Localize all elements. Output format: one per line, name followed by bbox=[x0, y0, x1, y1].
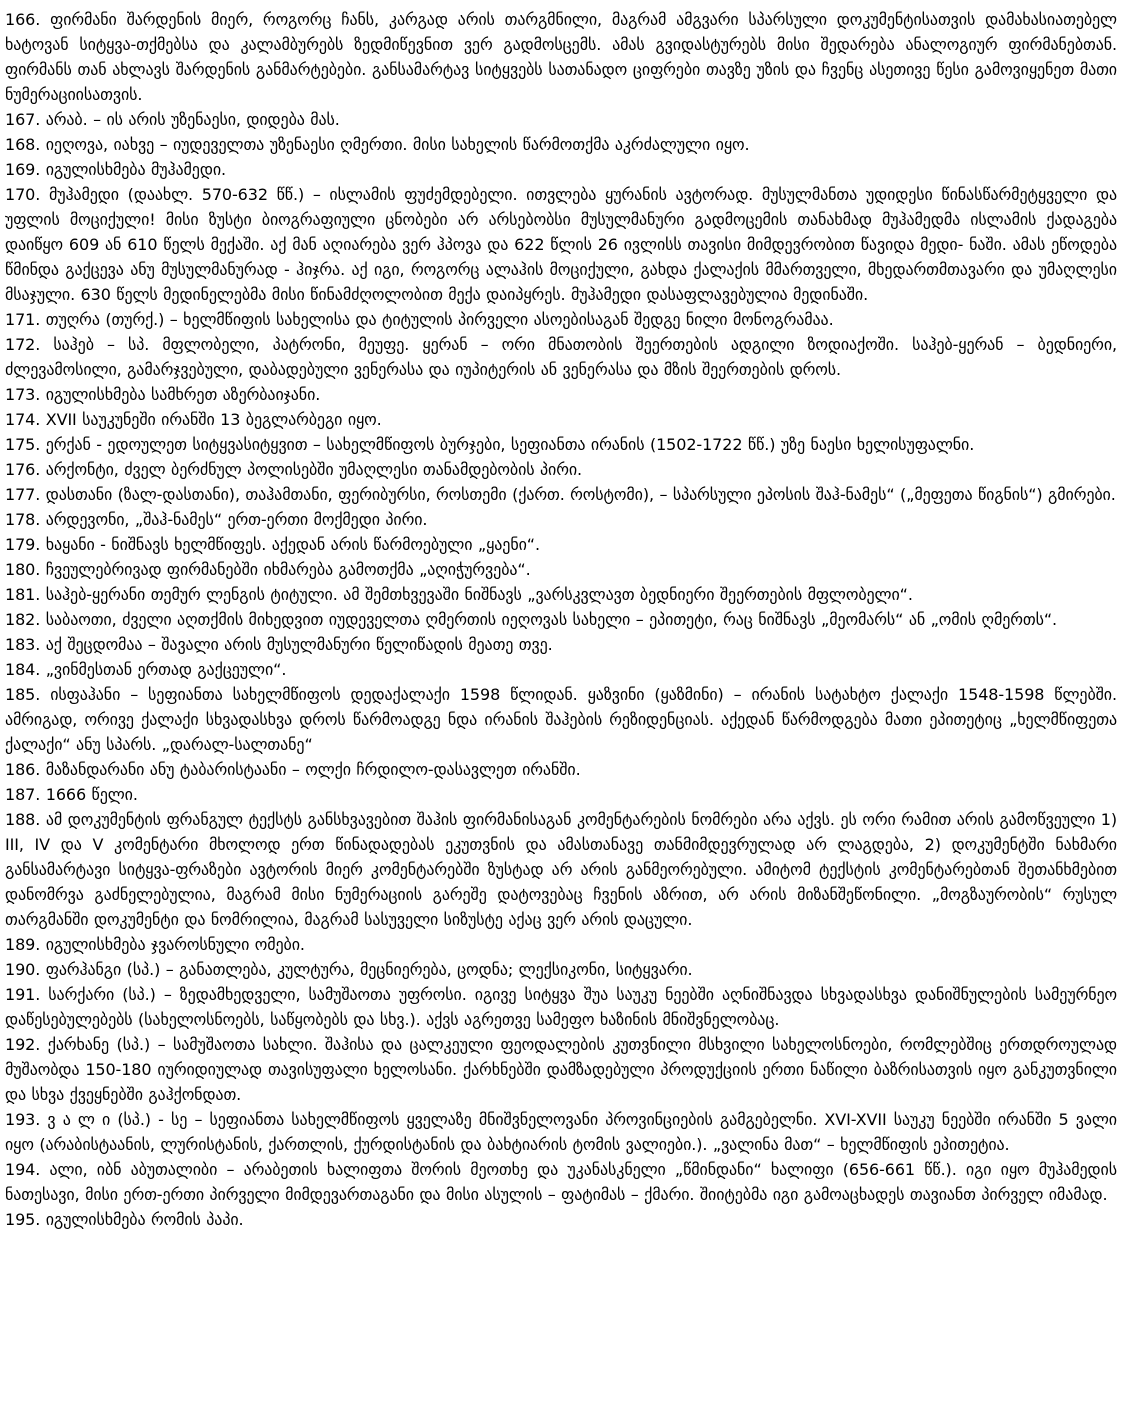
note-number: 176. bbox=[5, 460, 41, 479]
note-text: ისფაჰანი – სეფიანთა სახელმწიფოს დედაქალაქი 1598 წლიდან. ყაზვინი (ყაზმინი) – ირანის სატახტო ქალაქი 1548-1598 წლებში. ამრიგად, ორივე ქალაქი სხვადასხვა დროს წარმოადგე ნდა ირანის შაჰების რეზიდენციას. აქედან წარმოდგება მათი ეპითეტიც „ხელმწიფეთა ქალაქი“ ანუ სპარს. „დარალ-სალთანე“ bbox=[5, 685, 1117, 754]
note-item bbox=[5, 682, 1117, 757]
note-number: 183. bbox=[5, 635, 41, 654]
note-item bbox=[5, 807, 1117, 932]
note-number: 178. bbox=[5, 510, 41, 529]
note-text: იგულისხმება მუჰამედი. bbox=[45, 160, 226, 179]
note-item bbox=[5, 157, 1117, 182]
note-number: 180. bbox=[5, 560, 41, 579]
note-item bbox=[5, 932, 1117, 957]
note-text: დასთანი (ზალ-დასთანი), თაჰამთანი, ფერიბურსი, როსთემი (ქართ. როსტომი), – სპარსული ეპოსის შაჰ-ნამეს“ („მეფეთა წიგნის“) გმირები. bbox=[45, 485, 1116, 504]
note-text: იგულისხმება ჯვაროსნული ომები. bbox=[45, 935, 305, 954]
note-text: ერქან - ედოულეთ სიტყვასიტყვით – სახელმწიფოს ბურჯები, სეფიანთა ირანის (1502-1722 წწ.) უზე ნაესი ხელისუფალნი. bbox=[45, 435, 975, 454]
note-number: 182. bbox=[5, 610, 41, 629]
note-item bbox=[5, 957, 1117, 982]
note-item bbox=[5, 557, 1117, 582]
note-text: არქონტი, ძველ ბერძნულ პოლისებში უმაღლესი თანამდებობის პირი. bbox=[45, 460, 582, 479]
note-item bbox=[5, 457, 1117, 482]
note-item bbox=[5, 107, 1117, 132]
note-item bbox=[5, 432, 1117, 457]
note-text: აქ შეცდომაა – შავალი არის მუსულმანური წელიწადის მეათე თვე. bbox=[45, 635, 553, 654]
note-number: 166. bbox=[5, 10, 41, 29]
note-item bbox=[5, 582, 1117, 607]
note-number: 171. bbox=[5, 310, 41, 329]
note-number: 169. bbox=[5, 160, 41, 179]
note-item bbox=[5, 7, 1117, 107]
note-text: ალი, იბნ აბუთალიბი – არაბეთის ხალიფთა შორის მეოთხე და უკანასკნელი „წმინდანი“ ხალიფი (656-661 წწ.). იგი იყო მუჰამედის ნათესავი, მისი ერთ-ერთი პირველი მიმდევართაგანი და მისი ასულის – ფატიმას – ქმარი. შიიტებმა იგი გამოაცხადეს თავიანთ პირველ იმამად. bbox=[5, 1160, 1117, 1204]
note-item bbox=[5, 307, 1117, 332]
note-number: 174. bbox=[5, 410, 41, 429]
note-number: 177. bbox=[5, 485, 41, 504]
note-number: 184. bbox=[5, 660, 41, 679]
note-text: არაბ. – ის არის უზენაესი, დიდება მას. bbox=[45, 110, 340, 129]
note-number: 190. bbox=[5, 960, 41, 979]
note-number: 175. bbox=[5, 435, 41, 454]
note-number: 188. bbox=[5, 810, 41, 829]
note-text: იეღოვა, იახვე – იუდეველთა უზენაესი ღმერთი. მისი სახელის წარმოთქმა აკრძალული იყო. bbox=[45, 135, 750, 154]
note-text: იგულისხმება რომის პაპი. bbox=[45, 1210, 244, 1229]
note-text: ხაყანი - ნიშნავს ხელმწიფეს. აქედან არის წარმოებული „ყაენი“. bbox=[45, 535, 540, 554]
note-number: 185. bbox=[5, 685, 41, 704]
note-text: ვ ა ლ ი (სპ.) - სე – სეფიანთა სახელმწიფოს ყველაზე მნიშვნელოვანი პროვინციების გამგებელნი. XVI-XVII საუკუ ნეებში ირანში 5 ვალი იყო (არაბისტაანის, ლურისტანის, ქართლის, ქურდისტანის და ბახტიარის ტომის ვალიები.). „ვალინა მათ“ – ხელმწიფის ეპითეტია. bbox=[5, 1110, 1117, 1154]
note-item bbox=[5, 332, 1117, 382]
note-text: მაზანდარანი ანუ ტაბარისტაანი – ოლქი ჩრდილო-დასავლეთ ირანში. bbox=[45, 760, 581, 779]
note-number: 192. bbox=[5, 1035, 41, 1054]
note-text: ჩვეულებრივად ფირმანებში იხმარება გამოთქმა „აღიჭურვება“. bbox=[45, 560, 531, 579]
note-item bbox=[5, 1107, 1117, 1157]
note-item bbox=[5, 1157, 1117, 1207]
note-number: 179. bbox=[5, 535, 41, 554]
note-text: ფარჰანგი (სპ.) – განათლება, კულტურა, მეცნიერება, ცოდნა; ლექსიკონი, სიტყვარი. bbox=[45, 960, 693, 979]
note-text: იგულისხმება სამხრეთ აზერბაიჯანი. bbox=[45, 385, 321, 404]
note-text: ამ დოკუმენტის ფრანგულ ტექსტს განსხვავებით შაჰის ფირმანისაგან კომენტარების ნომრები არა აქვს. ეს ორი რამით არის გამოწვეული 1) III, IV და V კომენტარი მხოლოდ ერთ წინადადებას ეკუთვნის და ამასთანავე თანმიმდევრულად არ ლაგდება, 2) დოკუმენტში ნახმარი განსამარტავი სიტყვა-ფრაზები ავტორის მიერ კომენტარებში ზუსტად არ არის განმეორებული. ამიტომ ტექსტის კომენტარებთან შეთანხმებით დანომრვა გაძნელებულია, მაგრამ მისი ნუმერაციის გარეშე დატოვებაც ჩვენის აზრით, არ არის მიზანშეწონილი. „მოგზაურობის“ რუსულ თარგმანში დოკუმენტი და ნომრილია, მაგრამ სასუველი სიზუსტე აქაც ვერ არის დაცული. bbox=[5, 810, 1117, 929]
note-item bbox=[5, 982, 1117, 1032]
note-number: 168. bbox=[5, 135, 41, 154]
note-item bbox=[5, 632, 1117, 657]
note-text: საჰებ – სპ. მფლობელი, პატრონი, მეუფე. ყერან – ორი მნათობის შეერთების ადგილი ზოდიაქოში. საჰებ-ყერან – ბედნიერი, ძლევამოსილი, გამარჯვებული, დაბადებული ვენერასა და იუპიტერის ან ვენერასა და მზის შეერთების დროს. bbox=[5, 335, 1117, 379]
note-item bbox=[5, 382, 1117, 407]
note-number: 172. bbox=[5, 335, 41, 354]
note-text: არდევონი, „შაჰ-ნამეს“ ერთ-ერთი მოქმედი პირი. bbox=[45, 510, 428, 529]
note-item bbox=[5, 757, 1117, 782]
note-text: მუჰამედი (დაახლ. 570-632 წწ.) – ისლამის ფუძემდებელი. ითვლება ყურანის ავტორად. მუსულმანთა უდიდესი წინასწარმეტყველი და უფლის მოციქული! მისი ზუსტი ბიოგრაფიული ცნობები არ არსებობსი მუსულმანური გადმოცემის თანახმად მუჰამედმა ისლამის ქადაგება დაიწყო 609 ან 610 წელს მექაში. აქ მან აღიარება ვერ ჰპოვა და 622 წლის 26 ივლისს თავისი მიმდევრობით წავიდა მედი- ნაში. ამას ეწოდება წმინდა გაქცევა ანუ მუსულმანურად - ჰიჯრა. აქ იგი, როგორც ალაჰის მოციქული, გახდა ქალაქის მმართველი, მხედართმთავარი და უმაღლესი მსაჯული. 630 წელს მედინელებმა მისი წინამძღოლობით მექა დაიპყრეს. მუჰამედი დასაფლავებულია მედინაში. bbox=[5, 185, 1117, 304]
note-text: თუღრა (თურქ.) – ხელმწიფის სახელისა და ტიტულის პირველი ასოებისაგან შედგე ნილი მონოგრამაა. bbox=[45, 310, 834, 329]
note-number: 170. bbox=[5, 185, 41, 204]
note-text: XVII საუკუნეში ირანში 13 ბეგლარბეგი იყო. bbox=[45, 410, 382, 429]
note-number: 186. bbox=[5, 760, 41, 779]
note-item bbox=[5, 532, 1117, 557]
note-item bbox=[5, 1032, 1117, 1107]
note-text: „ვინმესთან ერთად გაქცეული“. bbox=[45, 660, 287, 679]
note-text: სარქარი (სპ.) – ზედამხედველი, სამუშაოთა უფროსი. იგივე სიტყვა შუა საუკუ ნეებში აღნიშნავდა სხვადასხვა დანიშნულების სამეურნეო დაწესებულებებს (სახელოსნოებს, საწყობებს და სხვ.). აქვს აგრეთვე სამეფო ხაზინის მნიშვნელობაც. bbox=[5, 985, 1117, 1029]
note-text: ქარხანე (სპ.) – სამუშაოთა სახლი. შაჰისა და ცალკეული ფეოდალების კუთვნილი მსხვილი სახელოსნოები, რომლებშიც ერთდროულად მუშაობდა 150-180 იურიდიულად თავისუფალი ხელოსანი. ქარხნებში დამზადებული პროდუქციის ერთი ნაწილი ბაზრისათვის იყო განკუთვნილი და სხვა ქვეყნებში გაჰქონდათ. bbox=[5, 1035, 1117, 1104]
note-item bbox=[5, 482, 1117, 507]
note-number: 191. bbox=[5, 985, 41, 1004]
note-number: 195. bbox=[5, 1210, 41, 1229]
note-item bbox=[5, 182, 1117, 307]
notes-list bbox=[5, 7, 1117, 1232]
note-item bbox=[5, 782, 1117, 807]
note-text: ფირმანი შარდენის მიერ, როგორც ჩანს, კარგად არის თარგმნილი, მაგრამ ამგვარი სპარსული დოკუმენტისათვის დამახასიათებელ ხატოვან სიტყვა-თქმებსა და კალამბურებს ზედმიწევნით ვერ გადმოსცემს. ამას გვიდასტურებს მისი შედარება ანალოგიურ ფირმანებთან. ფირმანს თან ახლავს შარდენის განმარტებები. განსამარტავ სიტყვებს სათანადო ციფრები თავზე უზის და ჩვენც ასეთივე წესი გამოვიყენეთ მათი ნუმერაციისათვის. bbox=[5, 10, 1117, 104]
note-text: 1666 წელი. bbox=[45, 785, 138, 804]
note-item bbox=[5, 407, 1117, 432]
note-text: საჰებ-ყერანი თემურ ლენგის ტიტული. ამ შემთხვევაში ნიშნავს „ვარსკვლავთ ბედნიერი შეერთების მფლობელი“. bbox=[45, 585, 913, 604]
note-number: 181. bbox=[5, 585, 41, 604]
note-number: 189. bbox=[5, 935, 41, 954]
note-item bbox=[5, 132, 1117, 157]
note-number: 167. bbox=[5, 110, 41, 129]
note-text: საბაოთი, ძველი აღთქმის მიხედვით იუდეველთა ღმერთის იეღოვას სახელი – ეპითეტი, რაც ნიშნავს „მეომარს“ ან „ომის ღმერთს“. bbox=[45, 610, 1058, 629]
note-item bbox=[5, 1207, 1117, 1232]
note-item bbox=[5, 607, 1117, 632]
note-number: 194. bbox=[5, 1160, 41, 1179]
note-number: 193. bbox=[5, 1110, 41, 1129]
note-number: 187. bbox=[5, 785, 41, 804]
note-number: 173. bbox=[5, 385, 41, 404]
note-item bbox=[5, 657, 1117, 682]
note-item bbox=[5, 507, 1117, 532]
